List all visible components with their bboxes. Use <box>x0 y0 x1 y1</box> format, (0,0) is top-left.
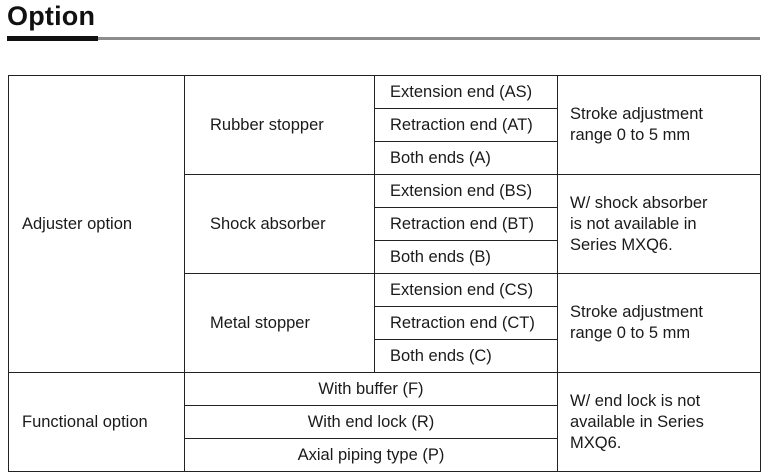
note-line: W/ end lock is not <box>570 391 701 410</box>
note-line: range 0 to 5 mm <box>570 324 691 342</box>
table-row <box>9 373 761 406</box>
title-underline-gray <box>98 37 760 40</box>
functional-option-cell: Functional option <box>9 373 185 472</box>
note-line: available in Series <box>570 412 704 431</box>
end-option-cell: Retraction end (CT) <box>375 307 558 340</box>
end-option-cell: Extension end (AS) <box>375 76 558 109</box>
functional-item-cell: With buffer (F) <box>185 373 558 406</box>
page-title: Option <box>7 1 96 31</box>
table-row <box>9 76 761 109</box>
note-line: W/ shock absorber <box>570 193 708 212</box>
note-line: is not available in <box>570 214 697 233</box>
end-option-cell: Extension end (CS) <box>375 274 558 307</box>
shock-absorber-note <box>558 175 761 274</box>
end-option-cell: Retraction end (BT) <box>375 208 558 241</box>
rubber-stopper-note <box>558 76 761 175</box>
adjuster-option-cell: Adjuster option <box>9 76 185 373</box>
end-option-cell: Both ends (B) <box>375 241 558 274</box>
option-table <box>8 75 761 472</box>
note-line: MXQ6. <box>570 433 622 452</box>
end-option-cell: Both ends (A) <box>375 142 558 175</box>
functional-item-cell: Axial piping type (P) <box>185 439 558 472</box>
functional-note <box>558 373 761 472</box>
functional-item-cell: With end lock (R) <box>185 406 558 439</box>
rubber-stopper-cell: Rubber stopper <box>185 76 375 175</box>
note-line: Stroke adjustment <box>570 303 703 321</box>
title-underline-dark <box>7 36 98 41</box>
note-line: Series MXQ6. <box>570 235 673 254</box>
end-option-cell: Retraction end (AT) <box>375 109 558 142</box>
metal-stopper-cell: Metal stopper <box>185 274 375 373</box>
shock-absorber-cell: Shock absorber <box>185 175 375 274</box>
note-line: range 0 to 5 mm <box>570 126 691 144</box>
metal-stopper-note <box>558 274 761 373</box>
note-line: Stroke adjustment <box>570 105 703 123</box>
end-option-cell: Extension end (BS) <box>375 175 558 208</box>
end-option-cell: Both ends (C) <box>375 340 558 373</box>
